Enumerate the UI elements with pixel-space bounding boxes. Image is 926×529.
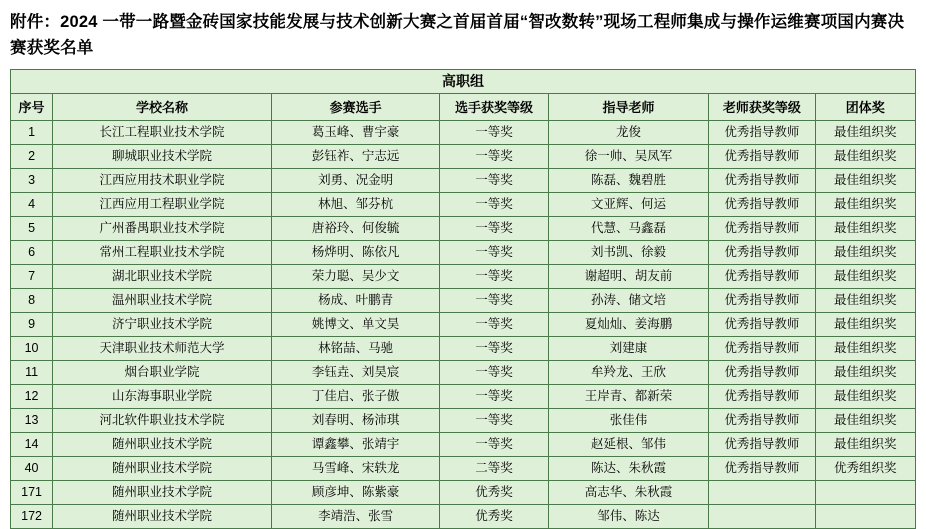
cell-contestant-award: 一等奖	[440, 409, 548, 433]
cell-school: 常州工程职业技术学院	[53, 241, 272, 265]
cell-school: 江西应用工程职业学院	[53, 193, 272, 217]
cell-team-award: 最佳组织奖	[815, 121, 915, 145]
group-header-cell: 高职组	[11, 70, 916, 94]
cell-index: 4	[11, 193, 53, 217]
cell-team-award: 最佳组织奖	[815, 337, 915, 361]
cell-index: 7	[11, 265, 53, 289]
cell-school: 温州职业技术学院	[53, 289, 272, 313]
column-header-group	[11, 94, 916, 121]
table-row	[11, 193, 916, 217]
column-header-row	[11, 94, 916, 121]
cell-instructors: 谢超明、胡友前	[548, 265, 709, 289]
cell-contestants: 葛玉峰、曹宇豪	[271, 121, 440, 145]
cell-contestant-award: 一等奖	[440, 217, 548, 241]
cell-index: 9	[11, 313, 53, 337]
group-header-row	[11, 70, 916, 94]
cell-team-award: 最佳组织奖	[815, 265, 915, 289]
cell-contestants: 姚博文、单文昊	[271, 313, 440, 337]
cell-contestant-award: 一等奖	[440, 193, 548, 217]
table-row	[11, 313, 916, 337]
cell-school: 聊城职业技术学院	[53, 145, 272, 169]
cell-team-award: 最佳组织奖	[815, 361, 915, 385]
cell-index: 13	[11, 409, 53, 433]
cell-instructor-award: 优秀指导教师	[709, 313, 815, 337]
cell-contestants: 刘春明、杨沛琪	[271, 409, 440, 433]
table-row	[11, 169, 916, 193]
cell-team-award: 最佳组织奖	[815, 433, 915, 457]
cell-contestant-award: 优秀奖	[440, 505, 548, 529]
cell-instructors: 邹伟、陈达	[548, 505, 709, 529]
cell-instructors: 孙涛、储文培	[548, 289, 709, 313]
column-header-contestant-award: 选手获奖等级	[440, 94, 548, 121]
table-row	[11, 505, 916, 529]
cell-instructor-award: 优秀指导教师	[709, 385, 815, 409]
cell-contestant-award: 一等奖	[440, 361, 548, 385]
cell-instructor-award: 优秀指导教师	[709, 457, 815, 481]
cell-contestants: 林旭、邹芬杭	[271, 193, 440, 217]
cell-index: 6	[11, 241, 53, 265]
column-header-contestants: 参赛选手	[271, 94, 440, 121]
cell-team-award: 最佳组织奖	[815, 217, 915, 241]
cell-instructor-award: 优秀指导教师	[709, 409, 815, 433]
table-row	[11, 121, 916, 145]
table-row	[11, 145, 916, 169]
cell-instructor-award: 优秀指导教师	[709, 193, 815, 217]
cell-instructor-award: 优秀指导教师	[709, 217, 815, 241]
cell-school: 随州职业技术学院	[53, 481, 272, 505]
cell-school: 江西应用技术职业学院	[53, 169, 272, 193]
table-row	[11, 433, 916, 457]
cell-team-award: 最佳组织奖	[815, 385, 915, 409]
cell-instructors: 王岸青、都新荣	[548, 385, 709, 409]
cell-school: 长江工程职业技术学院	[53, 121, 272, 145]
table-row	[11, 481, 916, 505]
cell-instructors: 刘书凯、徐毅	[548, 241, 709, 265]
cell-team-award: 最佳组织奖	[815, 409, 915, 433]
cell-instructor-award: 优秀指导教师	[709, 169, 815, 193]
cell-instructor-award: 优秀指导教师	[709, 145, 815, 169]
cell-team-award: 最佳组织奖	[815, 289, 915, 313]
cell-contestant-award: 一等奖	[440, 313, 548, 337]
cell-index: 1	[11, 121, 53, 145]
cell-contestant-award: 一等奖	[440, 289, 548, 313]
cell-instructors: 陈磊、魏碧胜	[548, 169, 709, 193]
cell-contestant-award: 一等奖	[440, 265, 548, 289]
cell-instructor-award: 优秀指导教师	[709, 241, 815, 265]
cell-instructor-award	[709, 505, 815, 529]
table-row	[11, 289, 916, 313]
cell-instructor-award: 优秀指导教师	[709, 433, 815, 457]
cell-instructors: 陈达、朱秋霞	[548, 457, 709, 481]
column-header-instructor-award: 老师获奖等级	[709, 94, 815, 121]
cell-contestants: 唐裕玲、何俊毓	[271, 217, 440, 241]
cell-instructor-award: 优秀指导教师	[709, 121, 815, 145]
table-row	[11, 241, 916, 265]
table-header	[11, 70, 916, 94]
cell-contestants: 杨烨明、陈依凡	[271, 241, 440, 265]
cell-team-award	[815, 481, 915, 505]
table-row	[11, 457, 916, 481]
cell-contestant-award: 一等奖	[440, 337, 548, 361]
cell-instructor-award	[709, 481, 815, 505]
cell-index: 14	[11, 433, 53, 457]
cell-team-award	[815, 505, 915, 529]
award-list-table	[10, 69, 916, 529]
cell-school: 随州职业技术学院	[53, 505, 272, 529]
cell-instructors: 高志华、朱秋霞	[548, 481, 709, 505]
cell-contestant-award: 一等奖	[440, 145, 548, 169]
page-title: 附件：2024 一带一路暨金砖国家技能发展与技术创新大赛之首届首届“智改数转”现场工程师集成与操作运维赛项国内赛决赛获奖名单	[10, 13, 905, 57]
cell-instructor-award: 优秀指导教师	[709, 265, 815, 289]
cell-team-award: 最佳组织奖	[815, 145, 915, 169]
cell-team-award: 最佳组织奖	[815, 241, 915, 265]
cell-contestants: 李钰垚、刘昊宸	[271, 361, 440, 385]
cell-school: 广州番禺职业技术学院	[53, 217, 272, 241]
cell-school: 湖北职业技术学院	[53, 265, 272, 289]
cell-instructors: 张佳伟	[548, 409, 709, 433]
cell-school: 山东海事职业学院	[53, 385, 272, 409]
cell-school: 烟台职业学院	[53, 361, 272, 385]
cell-instructors: 牟羚龙、王欣	[548, 361, 709, 385]
cell-contestants: 顾彦坤、陈紫豪	[271, 481, 440, 505]
cell-instructors: 夏灿灿、姜海鹏	[548, 313, 709, 337]
cell-index: 3	[11, 169, 53, 193]
cell-contestant-award: 一等奖	[440, 385, 548, 409]
table-row	[11, 217, 916, 241]
cell-school: 随州职业技术学院	[53, 457, 272, 481]
cell-index: 5	[11, 217, 53, 241]
cell-contestant-award: 一等奖	[440, 169, 548, 193]
cell-contestant-award: 一等奖	[440, 433, 548, 457]
cell-contestant-award: 优秀奖	[440, 481, 548, 505]
cell-team-award: 最佳组织奖	[815, 313, 915, 337]
table-row	[11, 385, 916, 409]
cell-contestants: 荣力聪、吴少文	[271, 265, 440, 289]
table-body	[11, 121, 916, 529]
cell-index: 8	[11, 289, 53, 313]
cell-index: 172	[11, 505, 53, 529]
cell-instructors: 刘建康	[548, 337, 709, 361]
cell-index: 10	[11, 337, 53, 361]
cell-instructors: 代慧、马鑫磊	[548, 217, 709, 241]
cell-school: 随州职业技术学院	[53, 433, 272, 457]
cell-team-award: 优秀组织奖	[815, 457, 915, 481]
cell-index: 171	[11, 481, 53, 505]
cell-instructor-award: 优秀指导教师	[709, 337, 815, 361]
cell-index: 2	[11, 145, 53, 169]
cell-instructors: 龙俊	[548, 121, 709, 145]
cell-contestants: 彭钰祚、宁志远	[271, 145, 440, 169]
cell-contestant-award: 一等奖	[440, 121, 548, 145]
cell-school: 济宁职业技术学院	[53, 313, 272, 337]
cell-instructor-award: 优秀指导教师	[709, 361, 815, 385]
cell-contestants: 马雪峰、宋轶龙	[271, 457, 440, 481]
cell-school: 河北软件职业技术学院	[53, 409, 272, 433]
cell-school: 天津职业技术师范大学	[53, 337, 272, 361]
table-row	[11, 265, 916, 289]
cell-index: 11	[11, 361, 53, 385]
column-header-index: 序号	[11, 94, 53, 121]
cell-contestants: 刘勇、况金明	[271, 169, 440, 193]
cell-index: 12	[11, 385, 53, 409]
column-header-team-award: 团体奖	[815, 94, 915, 121]
cell-instructor-award: 优秀指导教师	[709, 289, 815, 313]
column-header-instructors: 指导老师	[548, 94, 709, 121]
cell-instructors: 徐一帅、吴凤军	[548, 145, 709, 169]
cell-instructors: 赵延根、邹伟	[548, 433, 709, 457]
cell-contestants: 丁佳启、张子傲	[271, 385, 440, 409]
cell-index: 40	[11, 457, 53, 481]
cell-contestant-award: 二等奖	[440, 457, 548, 481]
table-row	[11, 361, 916, 385]
cell-contestant-award: 一等奖	[440, 241, 548, 265]
cell-contestants: 林铭喆、马驰	[271, 337, 440, 361]
cell-contestants: 李靖浩、张雪	[271, 505, 440, 529]
cell-team-award: 最佳组织奖	[815, 193, 915, 217]
cell-instructors: 文亚辉、何运	[548, 193, 709, 217]
cell-contestants: 谭鑫攀、张靖宇	[271, 433, 440, 457]
table-row	[11, 409, 916, 433]
column-header-school: 学校名称	[53, 94, 272, 121]
table-row	[11, 337, 916, 361]
cell-contestants: 杨成、叶鹏青	[271, 289, 440, 313]
cell-team-award: 最佳组织奖	[815, 169, 915, 193]
